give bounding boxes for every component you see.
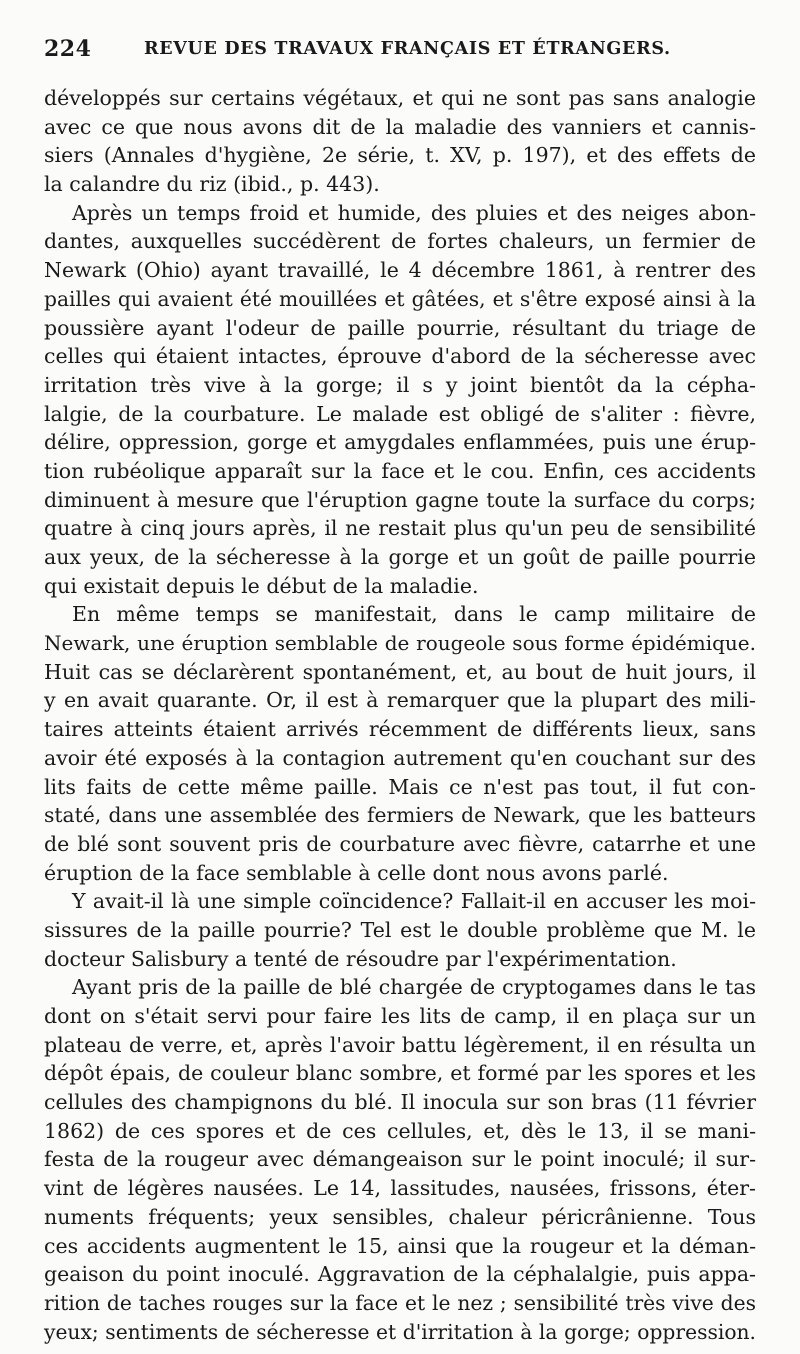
text-line: poussière ayant l'odeur de paille pourrie, résultant du triage de — [44, 315, 756, 340]
text-line: vint de légères nausées. Le 14, lassitudes, nausées, frissons, éter- — [44, 1176, 756, 1201]
body-text — [44, 84, 756, 1346]
text-line: staté, dans une assemblée des fermiers de Newark, que les batteurs — [44, 803, 756, 828]
text-line: dont on s'était servi pour faire les lits de camp, il en plaça sur un — [44, 1004, 756, 1028]
text-line: quatre à cinq jours après, il ne restait plus qu'un peu de sensibilité — [44, 516, 756, 541]
text-line: irritation très vive à la gorge; il s y joint bientôt da la cépha- — [44, 372, 756, 397]
text-line: de blé sont souvent pris de courbature avec fièvre, catarrhe et une — [44, 831, 756, 856]
text-line: Y avait-il là une simple coïncidence? Fallait-il en accuser les moi- — [72, 889, 756, 914]
text-line: avec ce que nous avons dit de la maladie des vanniers et cannis- — [44, 114, 756, 139]
text-line: avoir été exposés à la contagion autrement qu'en couchant sur des — [44, 745, 756, 770]
text-line: tion rubéolique apparaît sur la face et le cou. Enfin, ces accidents — [44, 458, 756, 483]
text-line: aux yeux, de la sécheresse à la gorge et un goût de paille pourrie — [44, 545, 756, 569]
text-line: dantes, auxquelles succédèrent de fortes chaleurs, un fermier de — [44, 229, 756, 254]
text-line: ces accidents augmentent le 15, ainsi que la rougeur et la déman- — [44, 1233, 756, 1258]
page-number: 224 — [44, 36, 92, 62]
text-line: Newark, une éruption semblable de rougeole sous forme épidémique. — [44, 631, 756, 656]
running-head-title: REVUE DES TRAVAUX FRANÇAIS ET ÉTRANGERS. — [144, 39, 671, 59]
text-line: éruption de la face semblable à celle dont nous avons parlé. — [44, 860, 669, 885]
text-line: rition de taches rouges sur la face et le nez ; sensibilité très vive des — [44, 1290, 756, 1315]
text-line: docteur Salisbury a tenté de résoudre par l'expérimentation. — [44, 946, 677, 971]
text-line: celles qui étaient intactes, éprouve d'abord de la sécheresse avec — [44, 344, 756, 369]
text-line: cellules des champignons du blé. Il inocula sur son bras (11 février — [44, 1090, 756, 1115]
text-line: En même temps se manifestait, dans le camp militaire de — [72, 602, 756, 627]
text-line: taires atteints étaient arrivés récemment de différents lieux, sans — [44, 717, 756, 742]
text-line: dépôt épais, de couleur blanc sombre, et formé par les spores et les — [44, 1061, 756, 1086]
text-line: 1862) de ces spores et de ces cellules, et, dès le 13, il se mani- — [44, 1118, 756, 1143]
text-line: développés sur certains végétaux, et qui ne sont pas sans analogie — [44, 86, 756, 110]
text-line: yeux; sentiments de sécheresse et d'irritation à la gorge; oppression. — [44, 1319, 756, 1344]
text-line: plateau de verre, et, après l'avoir battu légèrement, il en résulta un — [44, 1032, 756, 1057]
text-line: pailles qui avaient été mouillées et gâtées, et s'être exposé ainsi à la — [44, 286, 756, 311]
text-line: sissures de la paille pourrie? Tel est le double problème que M. le — [44, 917, 756, 942]
text-line: geaison du point inoculé. Aggravation de la céphalalgie, puis appa- — [44, 1262, 756, 1287]
text-line: siers (Annales d'hygiène, 2e série, t. XV, p. 197), et des effets de — [44, 143, 756, 168]
text-line: y en avait quarante. Or, il est à remarquer que la plupart des mili- — [44, 688, 756, 713]
text-line: lits faits de cette même paille. Mais ce n'est pas tout, il fut con- — [44, 774, 756, 799]
text-line: qui existait depuis le début de la maladie. — [44, 573, 479, 598]
running-head — [44, 36, 756, 66]
text-line: la calandre du riz (ibid., p. 443). — [44, 172, 380, 197]
text-line: Après un temps froid et humide, des pluies et des neiges abon- — [72, 200, 756, 225]
text-line: Newark (Ohio) ayant travaillé, le 4 décembre 1861, à rentrer des — [44, 258, 756, 283]
text-line: diminuent à mesure que l'éruption gagne toute la surface du corps; — [44, 487, 756, 512]
text-line: Huit cas se déclarèrent spontanément, et, au bout de huit jours, il — [44, 659, 756, 684]
text-line: numents fréquents; yeux sensibles, chaleur péricrânienne. Tous — [44, 1204, 756, 1229]
text-line: festa de la rougeur avec démangeaison sur le point inoculé; il sur- — [44, 1147, 756, 1172]
text-line: lalgie, de la courbature. Le malade est obligé de s'aliter : fièvre, — [44, 401, 756, 426]
text-line: délire, oppression, gorge et amygdales enflammées, puis une érup- — [44, 430, 756, 455]
text-line: Ayant pris de la paille de blé chargée de cryptogames dans le tas — [72, 975, 756, 1000]
